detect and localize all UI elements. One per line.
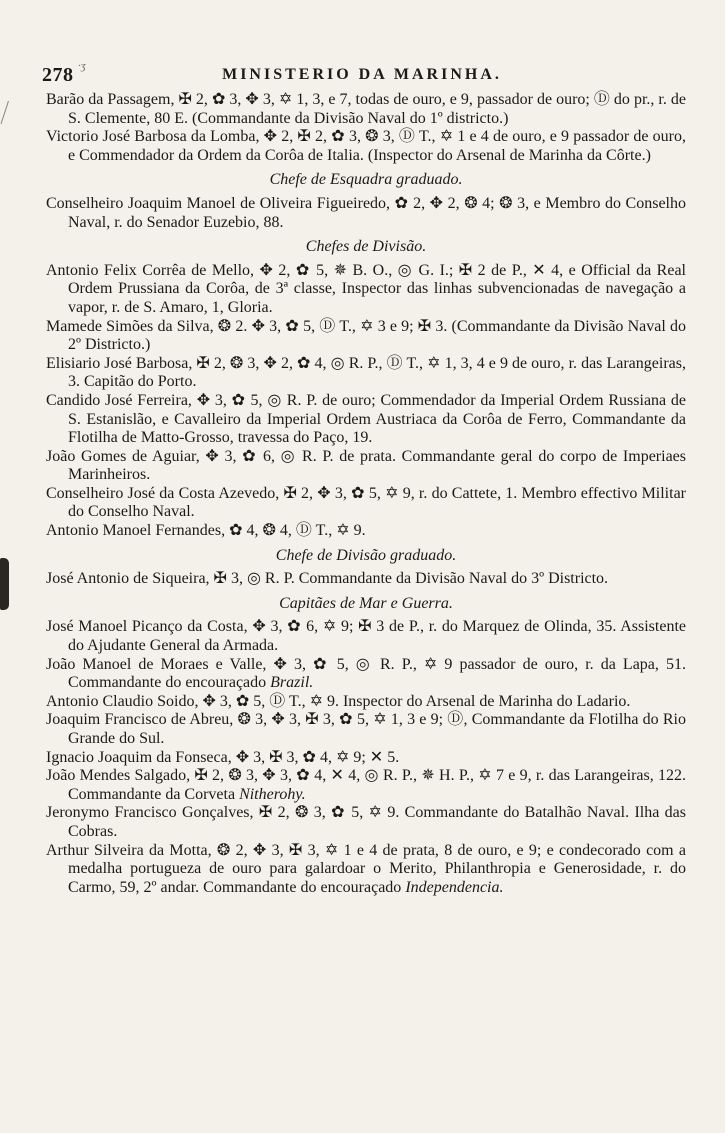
- entry-text: ✠ 2, ❂ 3, ✿ 5, ✡ 9. Commandante do Batalhão Naval. Ilha das Cobras.: [68, 804, 686, 840]
- entry-text: ✿ 4, ❂ 4, Ⓓ T., ✡ 9.: [225, 522, 366, 540]
- list-item: [46, 570, 686, 589]
- entry-text: ✥ 3, ✿ 6, ◎ R. P. de prata. Commandante geral do corpo de Imperiaes Marinheiros.: [68, 447, 686, 484]
- list-item: [46, 767, 686, 804]
- page-number-annotation: ·ʒ: [78, 60, 86, 72]
- entry-text: ❂ 2, ✥ 3, ✠ 3, ✡ 1 e 4 de prata, 8 de ouro, e 9; e condecorado com a medalha portugueza de ouro para galardoar o Merito, Philanthropia e Generosidade, r. do Carmo, 59, 2º andar. Commandante do encouraçado: [68, 841, 687, 896]
- entry-text: ✠ 2, ✥ 3, ✿ 5, ✡ 9, r. do Cattete, 1. Membro effectivo Militar do Conselho Naval.: [68, 484, 687, 521]
- list-item: [46, 91, 686, 128]
- entry-name: Barão da Passagem,: [46, 91, 175, 108]
- entry-name: Antonio Manoel Fernandes,: [46, 522, 226, 540]
- list-item: [46, 318, 686, 355]
- page-header: [42, 60, 682, 88]
- list-item: [46, 618, 686, 655]
- entry-name: João Gomes de Aguiar,: [46, 447, 200, 465]
- entry-text: ❂ 3, ✥ 3, ✠ 3, ✿ 5, ✡ 1, 3 e 9; Ⓓ, Commandante da Flotilha do Rio Grande do Sul.: [68, 711, 686, 747]
- list-item: [46, 262, 686, 318]
- entry-text: ✠ 2, ❂ 3, ✥ 2, ✿ 4, ◎ R. P., Ⓓ T., ✡ 1, 3, 4 e 9 de ouro, r. das Larangeiras, 3. Capitão do Porto.: [68, 354, 686, 391]
- section-heading: Capitães de Mar e Guerra.: [279, 594, 453, 612]
- running-title: MINISTERIO DA MARINHA.: [222, 66, 502, 83]
- list-item: [46, 804, 686, 841]
- ship-name: Nitherohy.: [239, 785, 306, 803]
- entry-name: Joaquim Francisco de Abreu,: [46, 711, 234, 729]
- entry-name: Victorio José Barbosa da Lomba,: [46, 128, 260, 146]
- entry-text: ✥ 2, ✠ 2, ✿ 3, ❂ 3, Ⓓ T., ✡ 1 e 4 de ouro, e 9 passador de ouro, e Commendador da Ordem da Corôa de Italia. (Inspector do Arsenal de Marinha da Côrte.): [68, 128, 686, 164]
- list-item: [46, 195, 686, 232]
- entry-name: Mamede Simões da Silva,: [46, 317, 214, 335]
- entry-name: Antonio Felix Corrêa de Mello,: [46, 261, 255, 279]
- margin-mark: [1, 101, 19, 127]
- entry-name: Jeronymo Francisco Gonçalves,: [46, 804, 254, 822]
- entry-text: ✥ 3, ✿ 5, ◎ R. P. de ouro; Commendador da Imperial Ordem Russiana de S. Estanislão, e Cavalleiro da Imperial Ordem Austriaca da Corôa de Ferro, Commandante da Flotilha de Matto-Grosso, travessa do Paço, 19.: [68, 391, 687, 447]
- list-item: [46, 522, 686, 541]
- page-number: 278: [42, 64, 74, 86]
- list-item: [46, 448, 686, 485]
- list-item: [46, 392, 686, 448]
- list-item: [46, 693, 686, 712]
- entry-text: ✥ 3, ✠ 3, ✿ 4, ✡ 9; ✕ 5.: [231, 748, 400, 766]
- entry-text: ✥ 3, ✿ 5, ◎ R. P., ✡ 9 passador de ouro, r. da Lapa, 51. Commandante do encouraçado: [68, 655, 686, 692]
- entry-name: Antonio Claudio Soido,: [46, 692, 199, 710]
- entry-name: Conselheiro José da Costa Azevedo,: [46, 484, 280, 502]
- entry-name: João Mendes Salgado,: [46, 767, 191, 785]
- ship-name: Brazil.: [270, 674, 314, 692]
- list-item: [46, 711, 686, 748]
- entry-text: ✠ 3, ◎ R. P. Commandante da Divisão Naval do 3º Districto.: [209, 570, 609, 588]
- document-body: [46, 91, 686, 897]
- section-heading: Chefe de Divisão graduado.: [275, 546, 457, 564]
- page-edge-blot: [0, 558, 9, 610]
- entry-name: Candido José Ferreira,: [46, 391, 192, 409]
- list-item: [46, 355, 686, 392]
- section-heading: Chefes de Divisão.: [305, 238, 427, 256]
- entry-name: José Manoel Picanço da Costa,: [46, 618, 248, 636]
- section-heading: Chefe de Esquadra graduado.: [269, 171, 463, 189]
- entry-name: Conselheiro Joaquim Manoel de Oliveira Figueiredo,: [46, 194, 391, 212]
- entry-text: ✠ 2, ❂ 3, ✥ 3, ✿ 4, ✕ 4, ◎ R. P., ✵ H. P., ✡ 7 e 9, r. das Larangeiras, 122. Commandante da Corveta: [68, 767, 686, 803]
- entry-text: ✥ 3, ✿ 5, Ⓓ T., ✡ 9. Inspector do Arsenal de Marinha do Ladario.: [198, 692, 631, 710]
- entry-text: ✠ 2, ✿ 3, ✥ 3, ✡ 1, 3, e 7, todas de ouro, e 9, passador de ouro; Ⓓ do pr., r. de S. Clemente, 80 E. (Commandante da Divisão Naval do 1º districto.): [68, 91, 687, 127]
- ship-name: Independencia.: [405, 878, 504, 896]
- entry-name: José Antonio de Siqueira,: [46, 570, 210, 588]
- list-item: [46, 656, 686, 693]
- entry-text: ❂ 2. ✥ 3, ✿ 5, Ⓓ T., ✡ 3 e 9; ✠ 3. (Commandante da Divisão Naval do 2º Districto.): [68, 317, 686, 354]
- list-item: [46, 128, 686, 165]
- entry-text: ✿ 2, ✥ 2, ❂ 4; ❂ 3, e Membro do Conselho Naval, r. do Senador Euzebio, 88.: [68, 194, 686, 231]
- entry-name: Arthur Silveira da Motta,: [46, 841, 212, 859]
- entry-name: Ignacio Joaquim da Fonseca,: [46, 748, 232, 766]
- entry-name: Elisiario José Barbosa,: [46, 354, 193, 372]
- entry-text: ✥ 3, ✿ 6, ✡ 9; ✠ 3 de P., r. do Marquez de Olinda, 35. Assistente do Ajudante General da Armada.: [68, 618, 687, 655]
- list-item: [46, 842, 686, 898]
- entry-text: ✥ 2, ✿ 5, ✵ B. O., ◎ G. I.; ✠ 2 de P., ✕ 4, e Official da Real Ordem Prussiana da Corôa, de 3ª classe, Inspector das linhas subvencionadas de navegação a vapor, r. de S. Amaro, 1, Gloria.: [68, 261, 686, 316]
- list-item: [46, 749, 686, 768]
- list-item: [46, 485, 686, 522]
- entry-name: João Manoel de Moraes e Valle,: [46, 655, 267, 673]
